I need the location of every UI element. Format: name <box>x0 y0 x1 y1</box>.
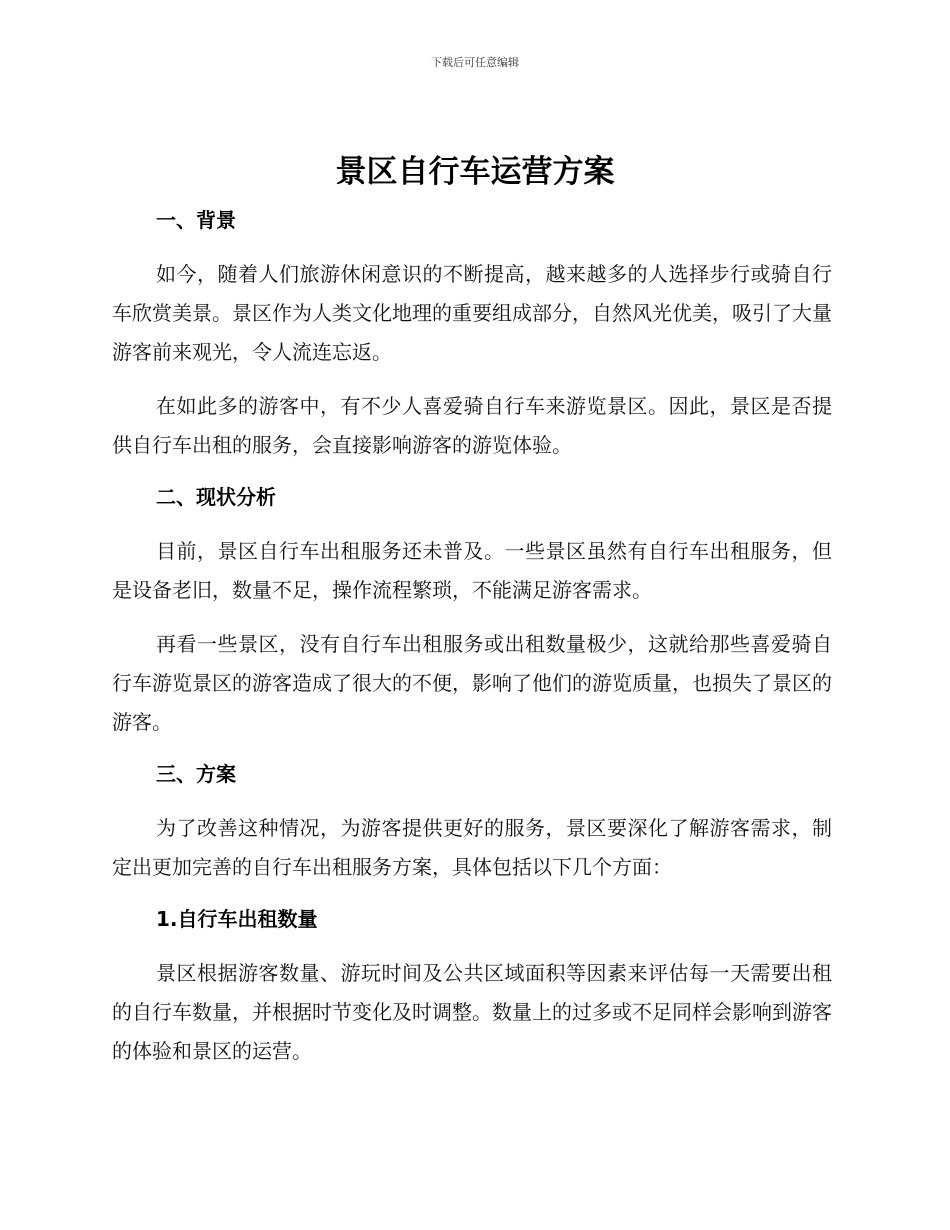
paragraph-rental-quantity-1: 景区根据游客数量、游玩时间及公共区域面积等因素来评估每一天需要出租的自行车数量，并根据时节变化及时调整。数量上的过多或不足同样会影响到游客的体验和景区的运营。 <box>112 961 832 1063</box>
section-heading-background: 一、背景 <box>156 208 236 232</box>
header-note: 下载后可任意编辑 <box>431 56 519 69</box>
document-title: 景区自行车运营方案 <box>335 154 615 190</box>
paragraph-background-2: 在如此多的游客中，有不少人喜爱骑自行车来游览景区。因此，景区是否提供自行车出租的服务，会直接影响游客的游览体验。 <box>112 394 832 457</box>
paragraph-status-1: 目前，景区自行车出租服务还未普及。一些景区虽然有自行车出租服务，但是设备老旧，数量不足，操作流程繁琐，不能满足游客需求。 <box>112 539 832 602</box>
paragraph-background-1: 如今，随着人们旅游休闲意识的不断提高，越来越多的人选择步行或骑自行车欣赏美景。景区作为人类文化地理的重要组成部分，自然风光优美，吸引了大量游客前来观光，令人流连忘返。 <box>112 262 832 364</box>
section-heading-status: 二、现状分析 <box>156 485 276 509</box>
paragraph-status-2: 再看一些景区，没有自行车出租服务或出租数量极少，这就给那些喜爱骑自行车游览景区的游客造成了很大的不便，影响了他们的游览质量，也损失了景区的游客。 <box>112 632 832 734</box>
paragraph-plan-1: 为了改善这种情况，为游客提供更好的服务，景区要深化了解游客需求，制定出更加完善的自行车出租服务方案，具体包括以下几个方面： <box>112 816 832 879</box>
document-body <box>112 203 832 1086</box>
subsection-heading-rental-quantity: 1.自行车出租数量 <box>156 907 318 931</box>
section-heading-plan: 三、方案 <box>156 762 236 786</box>
